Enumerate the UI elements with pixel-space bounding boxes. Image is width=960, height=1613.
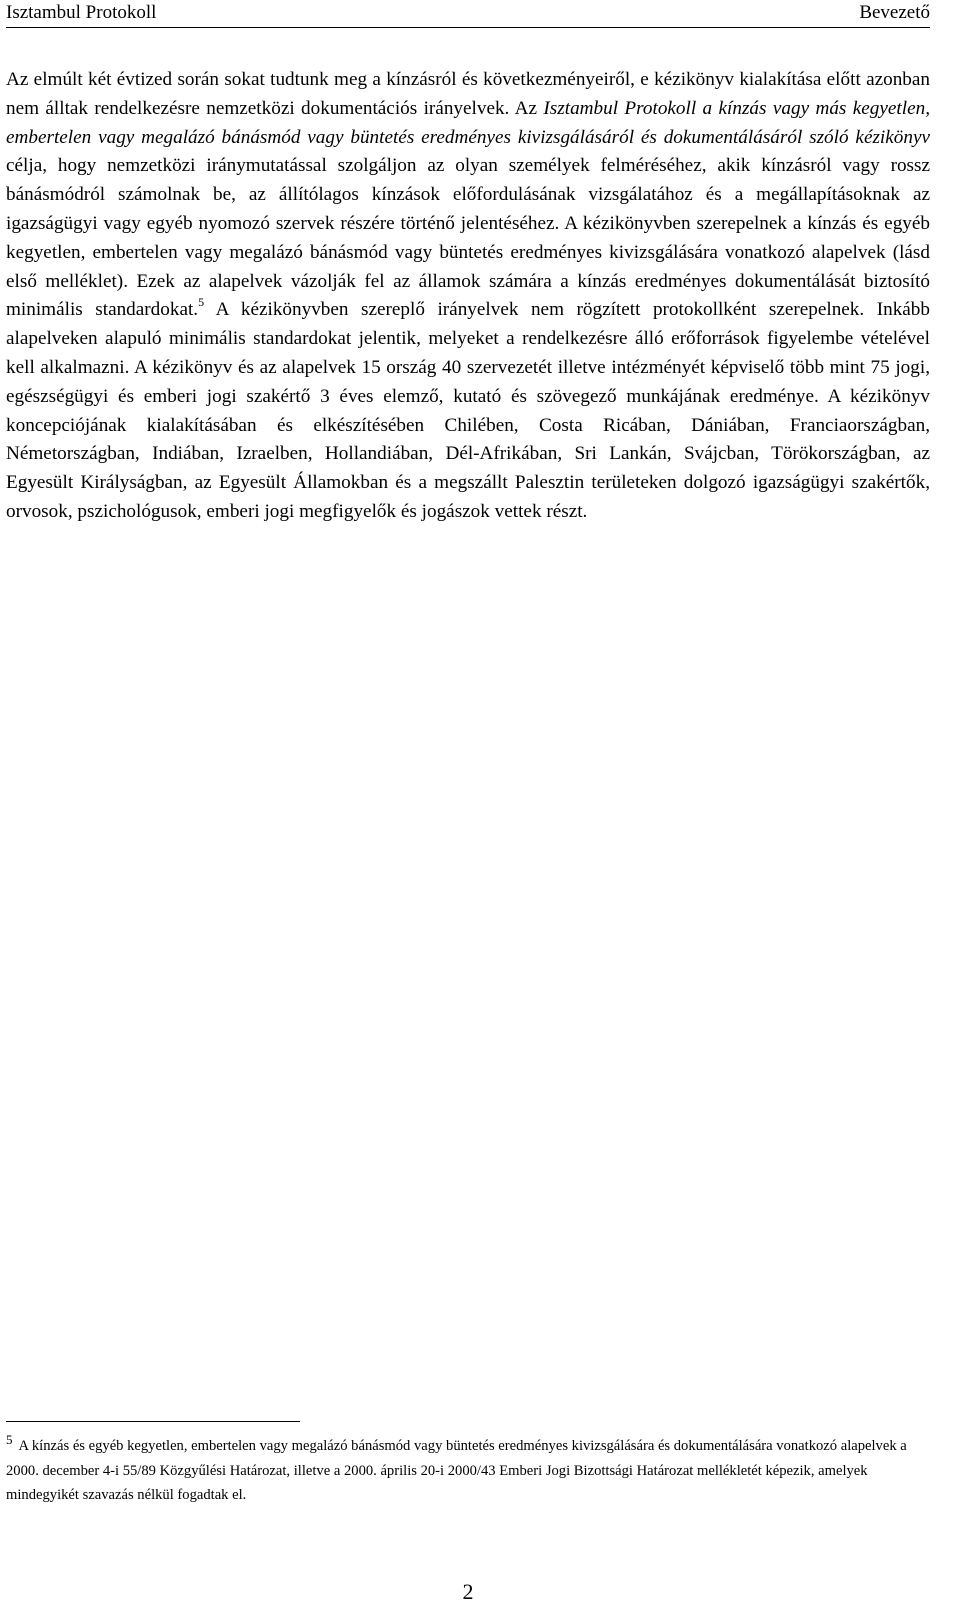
paragraph-end: A kézikönyvben szereplő irányelvek nem rögzített protokollként szerepelnek. Inkább alapelveken alapuló minimális standardokat jelentik, melyeket a rendelkezésre álló erőforrások figyelembe vételével kell alkalmazni. A kézikönyv és az alapelvek 15 ország 40 szervezetét illetve intézményét képviselő több mint 75 jogi, egészségügyi és emberi jogi szakértő 3 éves elemző, kutató és szövegező munkájának eredménye. A kézikönyv koncepciójának kialakításában és elkészítésében Chilében, Costa Ricában, Dániában, Franciaországban, Németországban, Indiában, Izraelben, Hollandiában, Dél-Afrikában, Sri Lankán, Svájcban, Törökországban, az Egyesült Királyságban, az Egyesült Államokban és a megszállt Palesztin területeken dolgozó igazságügyi szakértők, orvosok, pszichológusok, emberi jogi megfigyelők és jogászok vettek részt.	[6, 299, 930, 522]
protocol-title: Isztambul Protokoll a kínzás vagy más kegyetlen, embertelen vagy megalázó bánásmód vagy büntetés eredményes kivizsgálásáról és dokumentálásáról szóló kézikönyv	[6, 97, 930, 148]
footnote-reference[interactable]: 5	[198, 295, 205, 310]
footnote-separator	[6, 1421, 300, 1422]
footnote-number: 5	[6, 1432, 13, 1447]
header-section: Bevezető	[859, 2, 930, 23]
body-paragraph	[6, 66, 930, 527]
page-number: 2	[462, 1579, 474, 1604]
paragraph-middle: célja, hogy nemzetközi iránymutatással szolgáljon az olyan személyek felméréséhez, akik kínzásról vagy rossz bánásmódról számolnak be, az állítólagos kínzások előfordulásának vizsgálatához és a megállapításoknak az igazságügyi vagy egyéb nyomozó szervek részére történő jelentéséhez. A kézikönyvben szerepelnek a kínzás és egyéb kegyetlen, embertelen vagy megalázó bánásmód vagy büntetés eredményes kivizsgálására vonatkozó alapelvek (lásd első melléklet). Ezek az alapelvek vázolják fel az államok számára a kínzás eredményes dokumentálását biztosító minimális standardokat.	[6, 155, 930, 321]
header-title: Isztambul Protokoll	[6, 2, 157, 23]
running-header	[6, 0, 930, 28]
paragraph-intro: Az elmúlt két évtized során sokat tudtunk meg a kínzásról és következményeiről, e kézikönyv kialakítása előtt azonban nem álltak rendelkezésre nemzetközi dokumentációs irányelvek. Az	[6, 69, 930, 119]
footnote-text: A kínzás és egyéb kegyetlen, embertelen vagy megalázó bánásmód vagy büntetés eredményes kivizsgálására és dokumentálására vonatkozó alapelvek a 2000. december 4-i 55/89 Közgyűlési Határozat, illetve a 2000. április 20-i 2000/43 Emberi Jogi Bizottsági Határozat mellékletét képezik, amelyek mindegyikét szavazás nélkül fogadtak el.	[6, 1438, 907, 1504]
footnote	[6, 1434, 930, 1508]
